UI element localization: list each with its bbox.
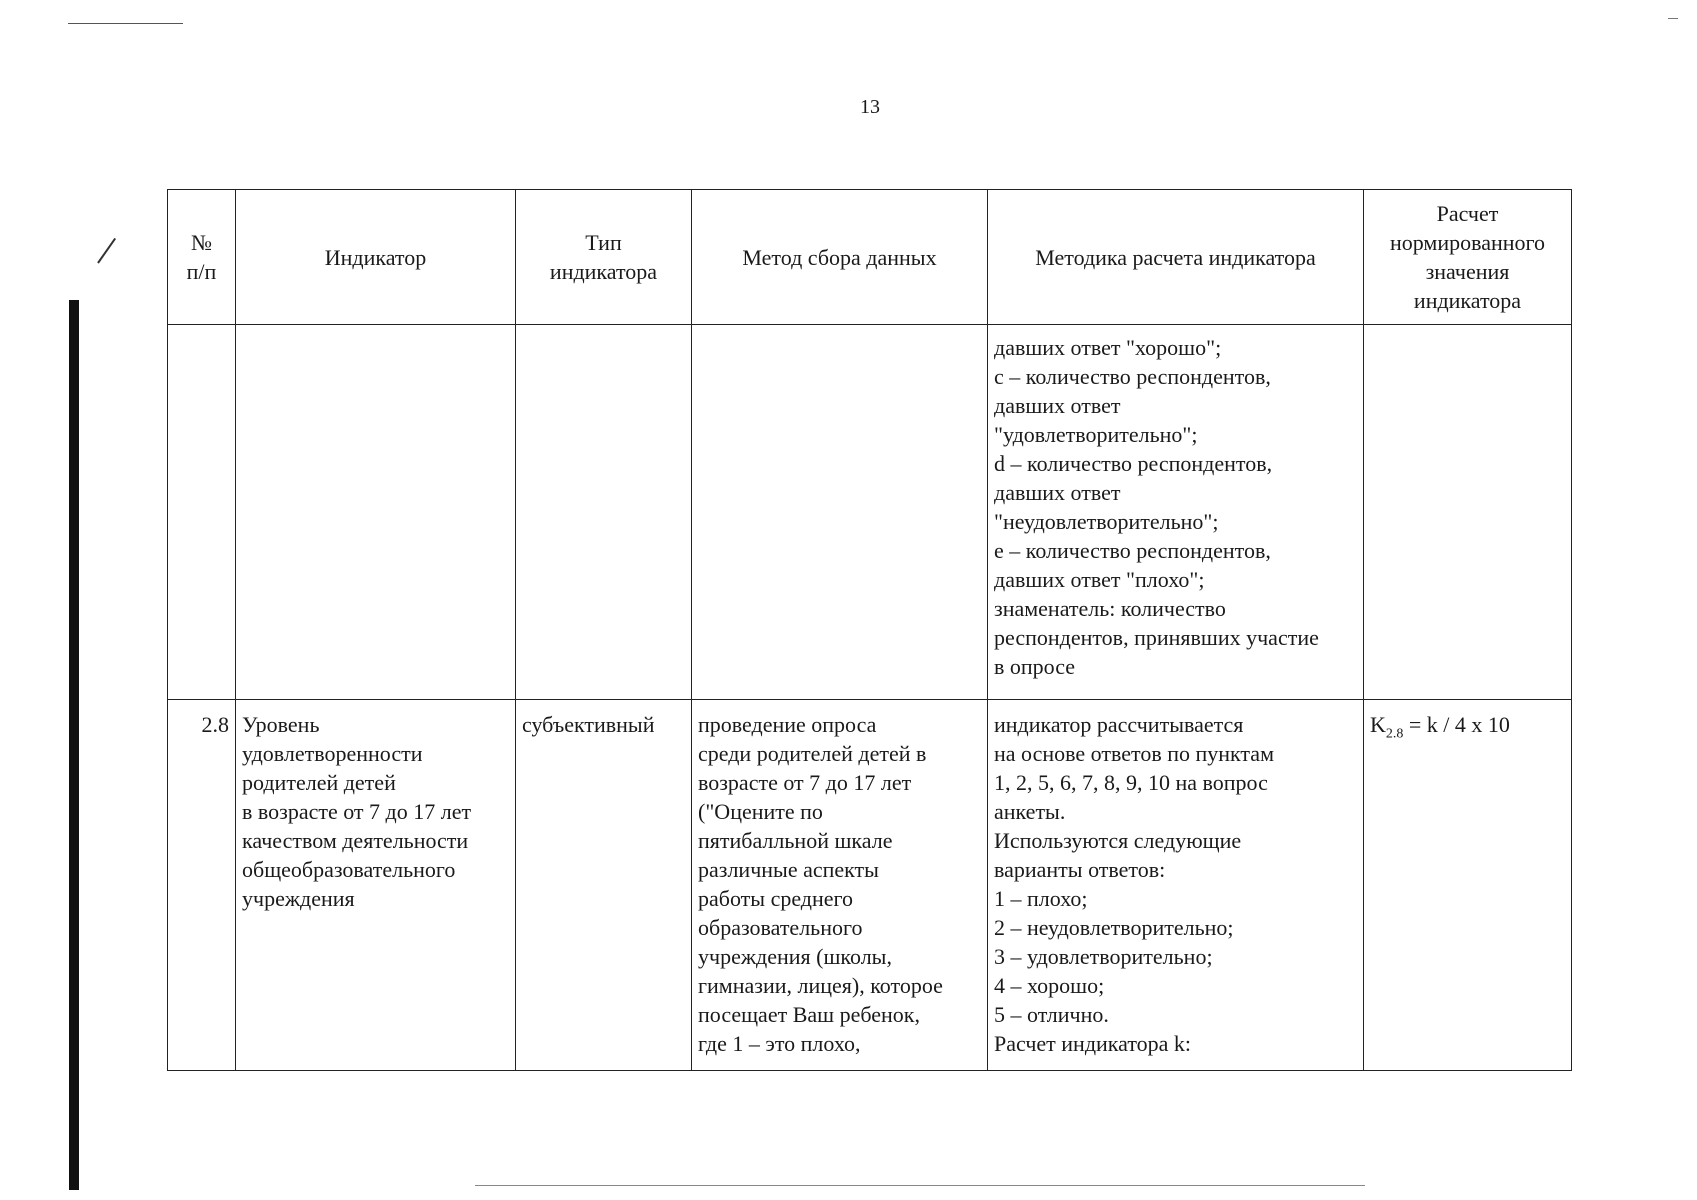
- cell-calc-method: индикатор рассчитывается на основе ответов по пунктам 1, 2, 5, 6, 7, 8, 9, 10 на вопрос анкеты. Используются следующие варианты ответов: 1 – плохо; 2 – неудовлетворительно; 3 – удовлетворительно; 4 – хорошо; 5 – отлично. Расчет индикатора k:: [988, 700, 1364, 1071]
- table-row: [168, 325, 1572, 700]
- header-type: Тип индикатора: [516, 190, 692, 325]
- scan-artifact-right-mark: [1668, 18, 1678, 19]
- table-header-row: [168, 190, 1572, 325]
- header-normalized: Расчет нормированного значения индикатора: [1364, 190, 1572, 325]
- header-indicator: Индикатор: [236, 190, 516, 325]
- cell-method: [692, 325, 988, 700]
- table-row: [168, 700, 1572, 1071]
- cell-num: 2.8: [168, 700, 236, 1071]
- scan-artifact-left-bar: [69, 300, 79, 1190]
- page-number: 13: [860, 96, 880, 118]
- cell-normalized: [1364, 325, 1572, 700]
- cell-indicator: Уровень удовлетворенности родителей детей в возрасте от 7 до 17 лет качеством деятельности общеобразовательного учреждения: [236, 700, 516, 1071]
- cell-num: [168, 325, 236, 700]
- cell-type: [516, 325, 692, 700]
- cell-calc-method: давших ответ "хорошо"; с – количество респондентов, давших ответ "удовлетворительно"; d – количество респондентов, давших ответ "неудовлетворительно"; е – количество респондентов, давших ответ "плохо"; знаменатель: количество респондентов, принявших участие в опросе: [988, 325, 1364, 700]
- scan-artifact-bottom-line: [475, 1185, 1365, 1186]
- scan-artifact-slash: [97, 238, 116, 264]
- indicator-table: [167, 189, 1572, 1071]
- cell-type: субъективный: [516, 700, 692, 1071]
- header-calc-method: Методика расчета индикатора: [988, 190, 1364, 325]
- header-method: Метод сбора данных: [692, 190, 988, 325]
- cell-indicator: [236, 325, 516, 700]
- scan-artifact-top-line: [68, 23, 183, 24]
- cell-method: проведение опроса среди родителей детей в возрасте от 7 до 17 лет ("Оцените по пятибалльной шкале различные аспекты работы среднего образовательного учреждения (школы, гимназии, лицея), которое посещает Ваш ребенок, где 1 – это плохо,: [692, 700, 988, 1071]
- cell-normalized: [1364, 700, 1572, 1071]
- header-num: № п/п: [168, 190, 236, 325]
- normalized-formula: $K_{2.8} = k / 4$ x 10: [1370, 712, 1510, 742]
